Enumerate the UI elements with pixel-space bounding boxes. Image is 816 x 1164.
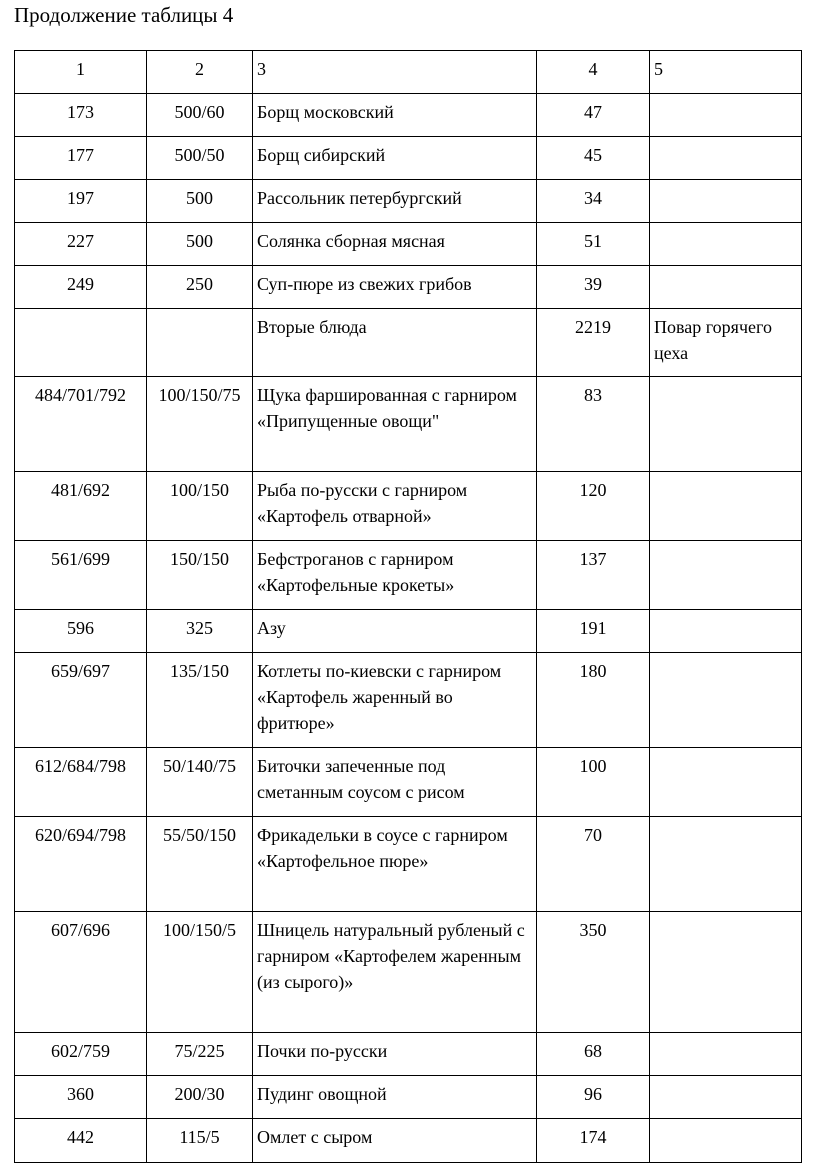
cell-col-3: Биточки запеченные под сметанным соусом с рисом xyxy=(253,748,537,817)
cell-col-5 xyxy=(650,1076,802,1119)
cell-col-3: Рыба по-русски с гарниром «Картофель отварной» xyxy=(253,472,537,541)
cell-col-3: Бефстроганов с гарниром «Картофельные крокеты» xyxy=(253,541,537,610)
cell-col-5 xyxy=(650,541,802,610)
cell-col-2: 50/140/75 xyxy=(147,748,253,817)
cell-col-3: Солянка сборная мясная xyxy=(253,223,537,266)
cell-col-3: Шницель натуральный рубленый с гарниром «Картофелем жаренным (из сырого)» xyxy=(253,912,537,1033)
cell-col-3: Почки по-русски xyxy=(253,1033,537,1076)
cell-col-4: 70 xyxy=(537,817,650,912)
cell-col-3: Котлеты по-киевски с гарниром «Картофель жаренный во фритюре» xyxy=(253,653,537,748)
cell-col-1: 249 xyxy=(15,266,147,309)
cell-col-3: Фрикадельки в соусе с гарниром «Картофельное пюре» xyxy=(253,817,537,912)
cell-col-1: 227 xyxy=(15,223,147,266)
table-row xyxy=(15,610,802,653)
cell-col-3: Рассольник петербургский xyxy=(253,180,537,223)
cell-col-5 xyxy=(650,94,802,137)
cell-col-4: 68 xyxy=(537,1033,650,1076)
cell-col-4: 83 xyxy=(537,377,650,472)
cell-col-3: Щука фаршированная с гарниром «Припущенные овощи" xyxy=(253,377,537,472)
cell-col-5 xyxy=(650,1119,802,1163)
header-cell-3: 3 xyxy=(253,51,537,94)
cell-col-2: 100/150/5 xyxy=(147,912,253,1033)
table-row xyxy=(15,472,802,541)
cell-col-3: Вторые блюда xyxy=(253,309,537,377)
table-row xyxy=(15,180,802,223)
table-row xyxy=(15,912,802,1033)
table-row xyxy=(15,541,802,610)
cell-col-2: 500/60 xyxy=(147,94,253,137)
cell-col-4: 120 xyxy=(537,472,650,541)
table-row xyxy=(15,817,802,912)
cell-col-3: Омлет с сыром xyxy=(253,1119,537,1163)
cell-col-4: 2219 xyxy=(537,309,650,377)
cell-col-4: 174 xyxy=(537,1119,650,1163)
cell-col-1: 197 xyxy=(15,180,147,223)
cell-col-2: 500 xyxy=(147,223,253,266)
cell-col-3: Пудинг овощной xyxy=(253,1076,537,1119)
cell-col-4: 39 xyxy=(537,266,650,309)
cell-col-3: Борщ сибирский xyxy=(253,137,537,180)
table-row xyxy=(15,94,802,137)
cell-col-5 xyxy=(650,817,802,912)
cell-col-5 xyxy=(650,180,802,223)
cell-col-5 xyxy=(650,748,802,817)
cell-col-5 xyxy=(650,137,802,180)
cell-col-5 xyxy=(650,472,802,541)
cell-col-3: Азу xyxy=(253,610,537,653)
cell-col-5 xyxy=(650,610,802,653)
cell-col-4: 51 xyxy=(537,223,650,266)
cell-col-3: Борщ московский xyxy=(253,94,537,137)
table-row xyxy=(15,377,802,472)
table-row xyxy=(15,137,802,180)
cell-col-1: 360 xyxy=(15,1076,147,1119)
cell-col-4: 180 xyxy=(537,653,650,748)
table-row xyxy=(15,653,802,748)
header-cell-2: 2 xyxy=(147,51,253,94)
cell-col-1: 177 xyxy=(15,137,147,180)
cell-col-5 xyxy=(650,653,802,748)
table-row xyxy=(15,1119,802,1163)
cell-col-2: 100/150 xyxy=(147,472,253,541)
cell-col-4: 45 xyxy=(537,137,650,180)
cell-col-4: 47 xyxy=(537,94,650,137)
cell-col-2: 135/150 xyxy=(147,653,253,748)
table-row xyxy=(15,309,802,377)
cell-col-1: 602/759 xyxy=(15,1033,147,1076)
cell-col-5 xyxy=(650,1033,802,1076)
cell-col-1: 612/684/798 xyxy=(15,748,147,817)
cell-col-2: 150/150 xyxy=(147,541,253,610)
table-row xyxy=(15,1076,802,1119)
cell-col-2 xyxy=(147,309,253,377)
cell-col-1: 484/701/792 xyxy=(15,377,147,472)
cell-col-2: 325 xyxy=(147,610,253,653)
cell-col-1: 481/692 xyxy=(15,472,147,541)
cell-col-1: 173 xyxy=(15,94,147,137)
cell-col-1: 620/694/798 xyxy=(15,817,147,912)
cell-col-3: Суп-пюре из свежих грибов xyxy=(253,266,537,309)
cell-col-4: 191 xyxy=(537,610,650,653)
cell-col-4: 137 xyxy=(537,541,650,610)
cell-col-4: 96 xyxy=(537,1076,650,1119)
cell-col-5 xyxy=(650,912,802,1033)
table-row xyxy=(15,223,802,266)
cell-col-4: 350 xyxy=(537,912,650,1033)
cell-col-4: 100 xyxy=(537,748,650,817)
cell-col-1 xyxy=(15,309,147,377)
header-row xyxy=(15,51,802,94)
cell-col-5: Повар горячего цеха xyxy=(650,309,802,377)
header-cell-4: 4 xyxy=(537,51,650,94)
cell-col-2: 115/5 xyxy=(147,1119,253,1163)
cell-col-2: 100/150/75 xyxy=(147,377,253,472)
cell-col-5 xyxy=(650,266,802,309)
cell-col-4: 34 xyxy=(537,180,650,223)
header-cell-5: 5 xyxy=(650,51,802,94)
cell-col-1: 561/699 xyxy=(15,541,147,610)
cell-col-2: 75/225 xyxy=(147,1033,253,1076)
cell-col-5 xyxy=(650,377,802,472)
cell-col-5 xyxy=(650,223,802,266)
table-row xyxy=(15,748,802,817)
cell-col-2: 55/50/150 xyxy=(147,817,253,912)
table-caption: Продолжение таблицы 4 xyxy=(14,3,234,27)
table-row xyxy=(15,266,802,309)
cell-col-1: 659/697 xyxy=(15,653,147,748)
table-row xyxy=(15,1033,802,1076)
header-cell-1: 1 xyxy=(15,51,147,94)
cell-col-1: 442 xyxy=(15,1119,147,1163)
cell-col-2: 250 xyxy=(147,266,253,309)
cell-col-1: 596 xyxy=(15,610,147,653)
cell-col-2: 200/30 xyxy=(147,1076,253,1119)
cell-col-2: 500 xyxy=(147,180,253,223)
cell-col-1: 607/696 xyxy=(15,912,147,1033)
cell-col-2: 500/50 xyxy=(147,137,253,180)
menu-table xyxy=(14,50,802,1163)
